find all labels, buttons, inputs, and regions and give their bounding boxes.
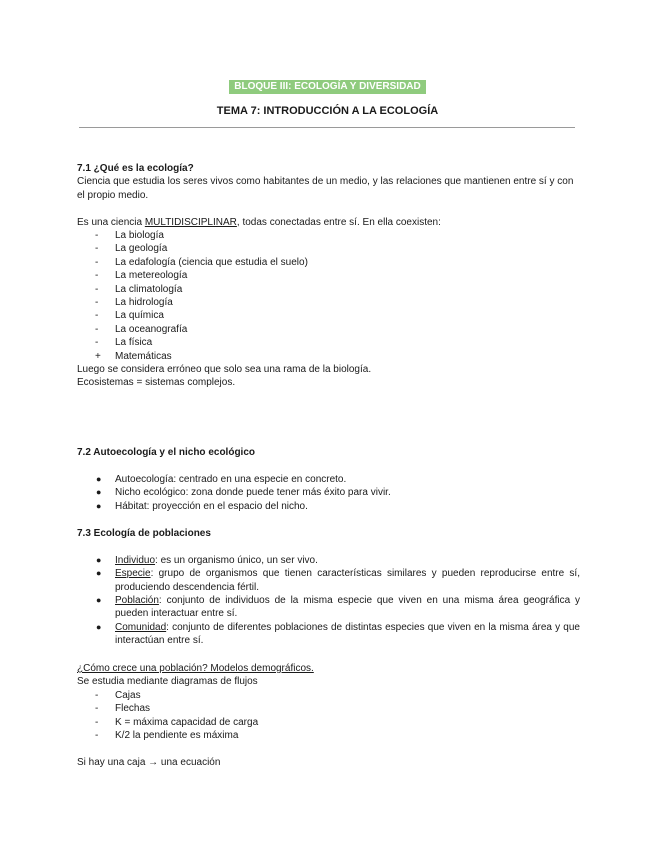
intro-text-end: , todas conectadas entre sí. En ella coexisten: — [236, 216, 441, 228]
list-item: - Flechas — [95, 703, 151, 715]
list-item: + Matemáticas — [95, 350, 172, 362]
section-heading: 7.3 Ecología de poblaciones — [77, 528, 211, 539]
list-item: - La biología — [95, 230, 164, 242]
list-item: - K = máxima capacidad de carga — [95, 716, 259, 728]
list-item: ● Individuo: es un organismo único, un ser vivo. — [96, 554, 318, 566]
list-item: ● Especie: grupo de organismos que tienen características similares y pueden reproducirse entre sí, produciendo descendencia fértil. — [96, 568, 580, 593]
list-item: - La química — [95, 310, 164, 322]
note-paragraph: Ecosistemas = sistemas complejos. — [77, 377, 236, 389]
list-item: - La climatología — [95, 283, 183, 295]
list-item: ● Población: conjunto de individuos de la misma especie que viven en una misma área geográfica y pueden interactuar entre sí. — [96, 595, 580, 620]
intro-paragraph — [77, 216, 580, 229]
section-7-2 — [77, 446, 580, 513]
block-header — [0, 76, 655, 94]
section-heading: 7.2 Autoecología y el nicho ecológico — [77, 447, 255, 458]
list-item: - La edafología (ciencia que estudia el suelo) — [95, 256, 308, 268]
definition-list — [77, 554, 580, 648]
list-item: ● Nicho ecológico: zona donde puede tener más éxito para vivir. — [96, 487, 391, 499]
block-badge: BLOQUE III: ECOLOGÍA Y DIVERSIDAD — [229, 80, 426, 94]
model-list — [77, 689, 580, 743]
intro-text: Es una ciencia — [77, 216, 145, 228]
intro-underlined: MULTIDISCIPLINAR — [144, 216, 237, 228]
subsection-intro: Se estudia mediante diagramas de flujos — [77, 676, 258, 688]
list-item: - Cajas — [95, 689, 141, 701]
list-item: - La hidrología — [95, 297, 173, 309]
topic-title: TEMA 7: INTRODUCCIÓN A LA ECOLOGÍA — [216, 105, 439, 117]
section-7-1 — [77, 162, 580, 390]
note-paragraph: Luego se considera erróneo que solo sea una rama de la biología. — [77, 364, 372, 376]
subsection-models — [77, 662, 580, 769]
list-item: - La oceanografía — [95, 323, 188, 335]
list-item: - La física — [95, 337, 153, 349]
list-item: - K/2 la pendiente es máxima — [95, 730, 239, 742]
discipline-list — [77, 229, 580, 363]
title-divider — [79, 127, 575, 128]
closing-paragraph: Si hay una caja → una ecuación — [77, 756, 221, 768]
section-heading: 7.1 ¿Qué es la ecología? — [77, 163, 194, 174]
subsection-heading: ¿Cómo crece una población? Modelos demográficos. — [77, 663, 314, 674]
list-item: - La metereología — [95, 270, 188, 282]
list-item: ● Hábitat: proyección en el espacio del nicho. — [96, 500, 308, 512]
list-item: - La geología — [95, 243, 168, 255]
section-7-3 — [77, 527, 580, 648]
definition-paragraph: Ciencia que estudia los seres vivos como habitantes de un medio, y las relaciones que mantienen entre sí y con el propio medio. — [77, 176, 574, 201]
list-item: ● Autoecología: centrado en una especie en concreto. — [96, 473, 347, 485]
concept-list — [77, 473, 580, 513]
list-item: ● Comunidad: conjunto de diferentes poblaciones de distintas especies que viven en la misma área y que interactúan entre sí. — [96, 621, 580, 647]
